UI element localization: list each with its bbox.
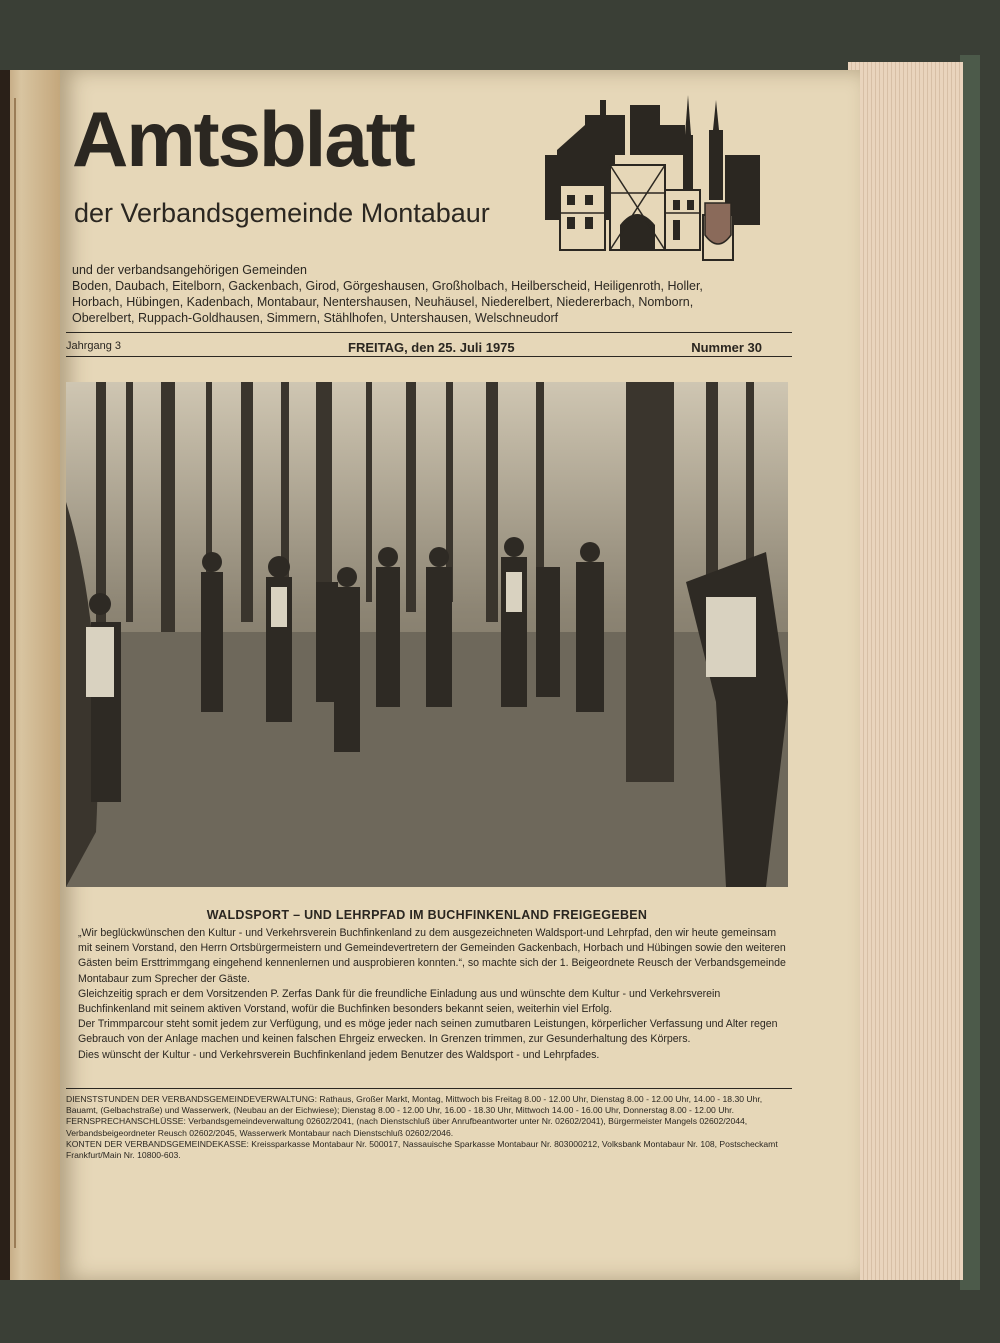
left-page-rule (14, 98, 56, 1248)
article-paragraph: Gleichzeitig sprach er dem Vorsitzenden P. Zerfas Dank für die freundliche Einladung aus und wünschte dem Kultur - und Verkehrsverein Buchfinkenland mit seinem aktiven Vorstand, wofür die Buchfinken besonders bekannt seien, weiterhin viel Erfolg. (78, 987, 721, 1016)
town-crest-illustration (545, 95, 760, 270)
book-cover-edge (960, 55, 980, 1290)
header-rule-bottom (66, 356, 792, 357)
left-facing-page (0, 70, 60, 1280)
members-line: Horbach, Hübingen, Kadenbach, Montabaur, Nentershausen, Neuhäusel, Niederelbert, Niedererbach, Nomborn, (72, 295, 694, 309)
stacked-page-edges (848, 62, 963, 1280)
masthead-title: Amtsblatt (72, 95, 414, 183)
footer-office-hours: DIENSTSTUNDEN DER VERBANDSGEMEINDEVERWALTUNG: Rathaus, Großer Markt, Montag, Mittwoch bis Freitag 8.00 - 12.00 Uhr, Dienstag 8.00 - 12.00 Uhr, 14.00 - 18.30 Uhr, Bauamt, (Gelbachstraße) und Wasserwerk, (Neubau an der Eichwiese); Dienstag 8.00 - 12.00 Uhr, 16.00 - 18.30 Uhr, Mittwoch 14.00 - 16.00 Uhr, Donnerstag 8.00 - 12.00 Uhr. (66, 1094, 763, 1116)
article-paragraph: Der Trimmparcour steht somit jedem zur Verfügung, und es möge jeder nach seinen zumutbaren Leistungen, körperlicher Verfassung und Alter regen Gebrauch von der Anlage machen und keinen falschen Ehrgeiz erwecken. In Grenzen trimmen, zur Gesunderhaltung des Körpers. (78, 1018, 778, 1046)
footer-info (66, 1094, 790, 1161)
members-line: Oberelbert, Ruppach-Goldhausen, Simmern, Stählhofen, Untershausen, Welschneudorf (72, 311, 559, 325)
volume-label: Jahrgang 3 (66, 340, 122, 352)
issue-date: FREITAG, den 25. Juli 1975 (348, 340, 515, 355)
members-line: und der verbandsangehörigen Gemeinden (72, 263, 307, 277)
masthead-subtitle: der Verbandsgemeinde Montabaur (74, 198, 490, 228)
left-page-edge (0, 70, 10, 1280)
member-municipalities (72, 262, 792, 326)
article-paragraph: „Wir beglückwünschen den Kultur - und Verkehrsverein Buchfinkenland zu dem ausgezeichneten Waldsport-und Lehrpfad, den wir heute gemeinsam mit seinem Vorstand, den Herrn Ortsbürgermeistern und Gemeindevertretern der Gemeinden Gackenbach, Horbach und Hübingen sowie den weiteren Gästen beim Ersttrimmgang eingehend kennenlernen und ausprobieren konnten.“, so machte sich der 1. Beigeordnete Reusch der Verbandsgemeinde Montabaur zum Sprecher der Gäste. (78, 927, 786, 985)
header-rule-top (66, 332, 792, 333)
article-paragraph: Dies wünscht der Kultur - und Verkehrsverein Buchfinkenland jedem Benutzer des Waldsport - und Lehrpfades. (78, 1048, 600, 1061)
footer-rule (66, 1088, 792, 1089)
article-body (78, 926, 790, 1063)
issue-number: Nummer 30 (691, 340, 762, 355)
forest-group-photo (66, 382, 788, 887)
article-headline: WALDSPORT – UND LEHRPFAD IM BUCHFINKENLAND FREIGEGEBEN (206, 908, 648, 922)
footer-phone-numbers: FERNSPRECHANSCHLÜSSE: Verbandsgemeindeverwaltung 02602/2041, (nach Dienstschluß über Anrufbeantworter unter Nr. 02602/2041), Bürgermeister Mangels 02602/2044, Verbandsbeigeordneter Reusch 02602/2045, Wasserwerk Montabaur nach Dienstschluß 02602/2046. (66, 1116, 748, 1138)
footer-bank-accounts: KONTEN DER VERBANDSGEMEINDEKASSE: Kreissparkasse Montabaur Nr. 500017, Nassauische Sparkasse Montabaur Nr. 803000212, Volksbank Montabaur Nr. 108, Postscheckamt Frankfurt/Main Nr. 10800-603. (66, 1138, 778, 1161)
members-line: Boden, Daubach, Eitelborn, Gackenbach, Girod, Görgeshausen, Großholbach, Heilberscheid, Heiligenroth, Holler, (72, 279, 703, 293)
